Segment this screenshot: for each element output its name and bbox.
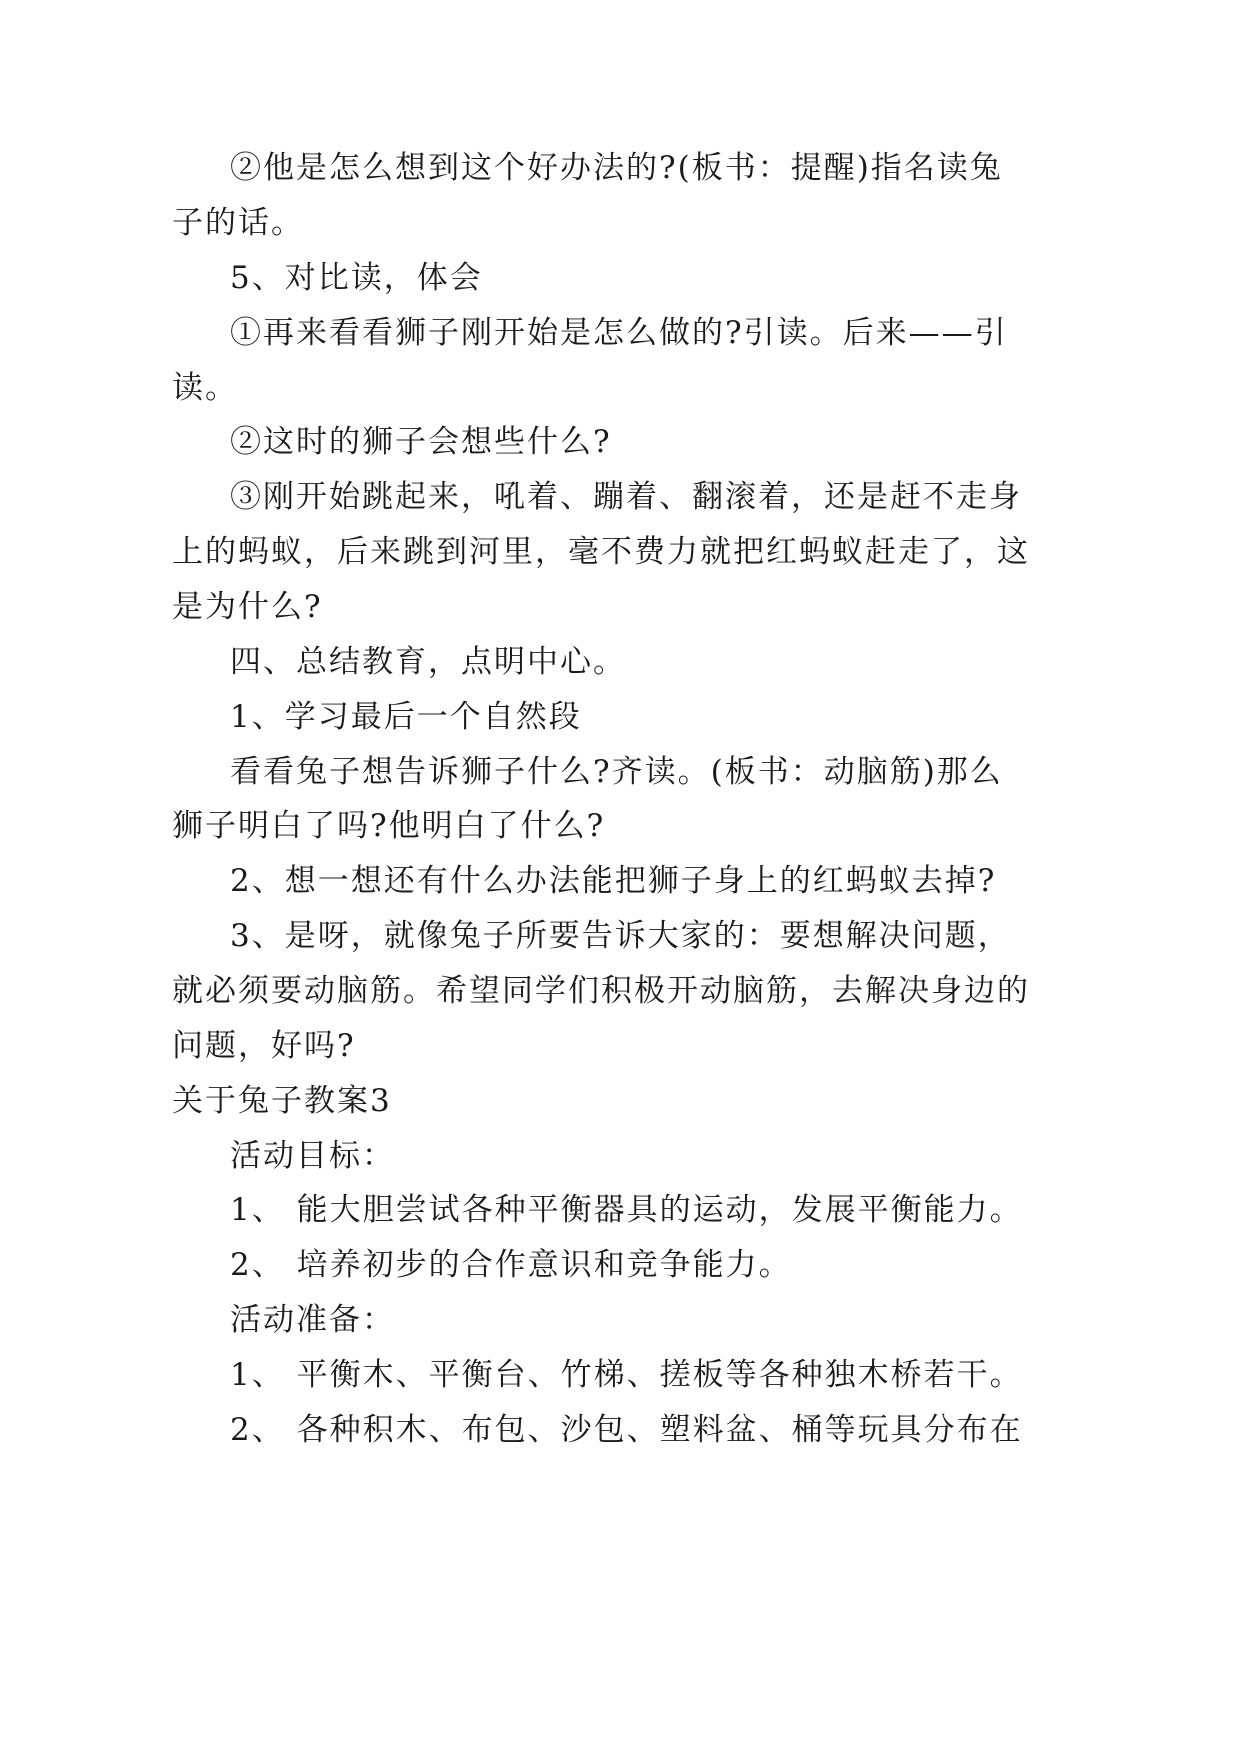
paragraph-line: 活动目标： (230, 1138, 395, 1174)
paragraph-line: 2、想一想还有什么办法能把狮子身上的红蚂蚁去掉? (230, 863, 997, 899)
list-item: 2、 培养初步的合作意识和竞争能力。 (230, 1247, 792, 1283)
paragraph-line: ③刚开始跳起来，吼着、蹦着、翻滚着，还是赶不走身 (230, 479, 1022, 515)
paragraph-line: 是为什么? (172, 589, 323, 625)
paragraph-line: 5、对比读，体会 (230, 260, 483, 296)
paragraph-line: 看看兔子想告诉狮子什么?齐读。(板书：动脑筋)那么 (230, 754, 1003, 790)
section-heading: 关于兔子教案3 (172, 1083, 392, 1119)
list-item: 1、 平衡木、平衡台、竹梯、搓板等各种独木桥若干。 (230, 1357, 1023, 1393)
paragraph-line: 问题，好吗? (172, 1028, 356, 1064)
paragraph-line: 上的蚂蚁，后来跳到河里，毫不费力就把红蚂蚁赶走了，这 (172, 534, 1030, 570)
paragraph-line: 3、是呀，就像兔子所要告诉大家的：要想解决问题， (230, 918, 1011, 954)
paragraph-line: ②他是怎么想到这个好办法的?(板书：提醒)指名读兔 (230, 150, 1003, 186)
paragraph-line: 读。 (172, 370, 238, 406)
paragraph-line: 1、学习最后一个自然段 (230, 699, 582, 735)
paragraph-line: 活动准备： (230, 1302, 395, 1338)
list-item: 1、 能大胆尝试各种平衡器具的运动，发展平衡能力。 (230, 1192, 1023, 1228)
paragraph-line: 四、总结教育，点明中心。 (230, 644, 626, 680)
list-item: 2、 各种积木、布包、沙包、塑料盆、桶等玩具分布在 (230, 1412, 1023, 1448)
paragraph-line: 狮子明白了吗?他明白了什么? (172, 808, 606, 844)
paragraph-line: ②这时的狮子会想些什么? (230, 424, 612, 460)
paragraph-line: 就必须要动脑筋。希望同学们积极开动脑筋，去解决身边的 (172, 973, 1030, 1009)
paragraph-line: 子的话。 (172, 205, 304, 241)
paragraph-line: ①再来看看狮子刚开始是怎么做的?引读。后来——引 (230, 315, 1008, 351)
